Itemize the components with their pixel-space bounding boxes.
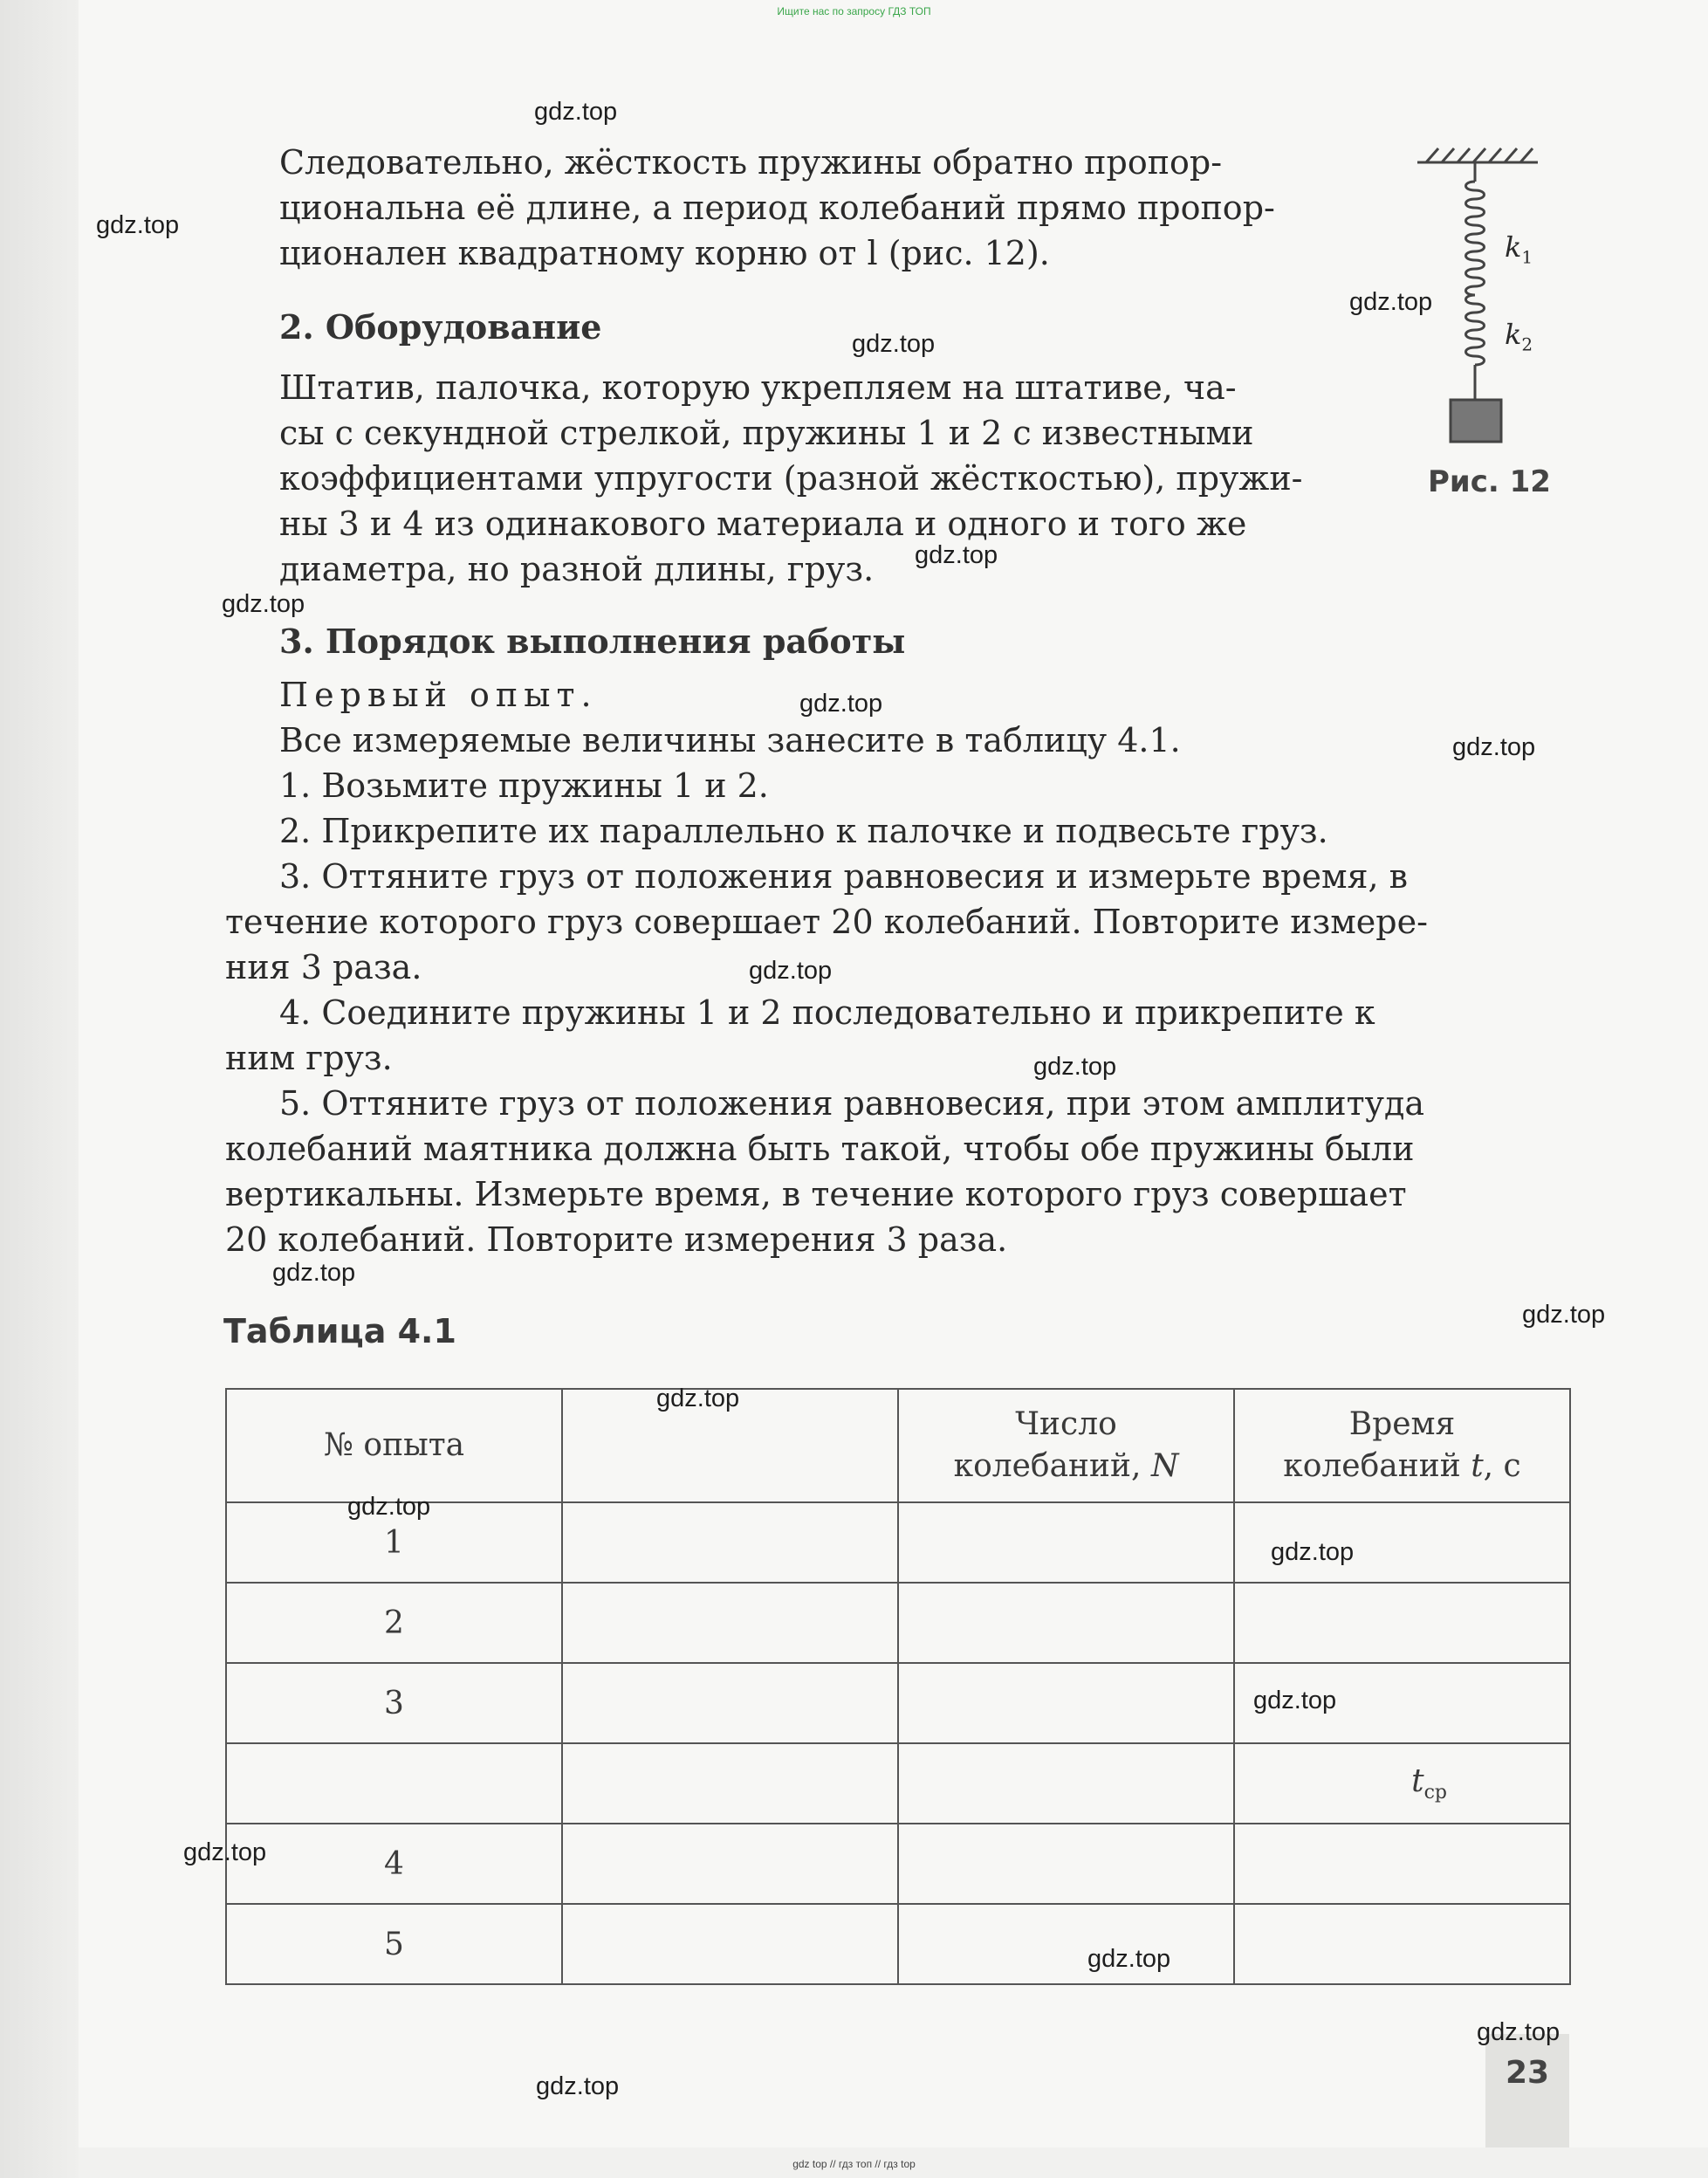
k1-label: $k_1$: [1505, 230, 1533, 268]
header-oscillation-count: Число колебаний, N: [898, 1389, 1234, 1502]
table-row: [226, 1583, 1570, 1663]
watermark: gdz.top: [1477, 2018, 1561, 2046]
first-experiment-label: Первый опыт.: [279, 676, 598, 714]
table-cell[interactable]: [1234, 1904, 1570, 1984]
watermark: gdz.top: [534, 98, 618, 126]
step-2: 2. Прикрепите их параллельно к палочке и подвесьте груз.: [279, 812, 1328, 850]
row-number: 4: [226, 1824, 562, 1904]
watermark: gdz.top: [1087, 1945, 1171, 1973]
table-cell[interactable]: [1234, 1824, 1570, 1904]
row-number: 2: [226, 1583, 562, 1663]
watermark: gdz.top: [799, 690, 883, 718]
watermark: gdz.top: [656, 1384, 740, 1412]
table-cell[interactable]: [1234, 1583, 1570, 1663]
intro-paragraph: [279, 140, 1366, 276]
step-1: 1. Возьмите пружины 1 и 2.: [279, 766, 769, 805]
spring-figure: [1407, 147, 1555, 513]
equipment-line-3: коэффициентами упругости (разной жёсткостью), пружи-: [279, 459, 1303, 498]
top-banner[interactable]: Ищите нас по запросу ГДЗ ТОП: [777, 5, 931, 17]
step-4: 4. Соедините пружины 1 и 2 последовательно и прикрепите к ним груз.: [225, 993, 1375, 1077]
page-gutter-shadow: [0, 0, 79, 2178]
header-experiment-number: № опыта: [226, 1389, 562, 1502]
equipment-line-4: ны 3 и 4 из одинакового материала и одного и того же: [279, 505, 1247, 543]
equipment-paragraph: [279, 365, 1366, 592]
table-cell[interactable]: [898, 1583, 1234, 1663]
table-cell[interactable]: [898, 1663, 1234, 1743]
table-title: Таблица 4.1: [223, 1312, 456, 1350]
watermark: gdz.top: [536, 2072, 620, 2100]
watermark: gdz.top: [1033, 1053, 1117, 1081]
table-row: [226, 1904, 1570, 1984]
section-3-heading: 3. Порядок выполнения работы: [279, 622, 906, 661]
watermark: gdz.top: [1452, 733, 1536, 761]
watermark: gdz.top: [1253, 1687, 1337, 1714]
step-5: 5. Оттяните груз от положения равновесия, при этом амплитуда колебаний маятника должна быть такой, чтобы обе пружины были вертикальны. Измерьте время, в течение которого груз совершает 20 колебаний. Повторите измерения 3 раза.: [225, 1084, 1425, 1259]
table-cell[interactable]: [562, 1743, 898, 1824]
watermark: gdz.top: [852, 330, 936, 358]
table-cell[interactable]: [898, 1824, 1234, 1904]
watermark: gdz.top: [183, 1838, 267, 1866]
watermark: gdz.top: [1271, 1538, 1355, 1566]
table-row-average: [226, 1743, 1570, 1824]
row-number: 3: [226, 1663, 562, 1743]
watermark: gdz.top: [272, 1259, 356, 1287]
data-table: [225, 1388, 1571, 1985]
page-number: 23: [1485, 2034, 1569, 2147]
figure-caption: Рис. 12: [1428, 464, 1551, 499]
table-cell[interactable]: [898, 1502, 1234, 1583]
watermark: gdz.top: [749, 957, 833, 985]
equipment-line-2: сы с секундной стрелкой, пружины 1 и 2 с известными: [279, 414, 1254, 452]
table-header-row: [226, 1389, 1570, 1502]
watermark: gdz.top: [1349, 288, 1433, 316]
table-cell[interactable]: [562, 1583, 898, 1663]
watermark: gdz.top: [96, 211, 180, 239]
k2-label: $k_2$: [1505, 318, 1533, 355]
weight-block: [1451, 400, 1501, 442]
table-cell[interactable]: [562, 1502, 898, 1583]
table-row: [226, 1824, 1570, 1904]
row-number: 5: [226, 1904, 562, 1984]
watermark: gdz.top: [222, 590, 305, 618]
instructions-intro: Все измеряемые величины занесите в таблицу 4.1.: [279, 721, 1181, 759]
watermark: gdz.top: [347, 1493, 431, 1521]
table-cell[interactable]: [898, 1904, 1234, 1984]
bottom-banner[interactable]: gdz top // гдз топ // гдз top: [792, 2158, 916, 2170]
watermark: gdz.top: [915, 541, 998, 569]
table-cell[interactable]: [898, 1743, 1234, 1824]
section-2-heading: 2. Оборудование: [279, 307, 602, 347]
table-row: [226, 1663, 1570, 1743]
table-cell[interactable]: [562, 1663, 898, 1743]
row-number: 1: [226, 1502, 562, 1583]
table-cell[interactable]: [562, 1824, 898, 1904]
intro-line-1: Следовательно, жёсткость пружины обратно пропор-: [279, 143, 1223, 182]
watermark: gdz.top: [1522, 1301, 1606, 1329]
intro-line-2: циональна её длине, а период колебаний прямо пропор-: [279, 189, 1275, 227]
equipment-line-1: Штатив, палочка, которую укрепляем на штативе, ча-: [279, 368, 1237, 407]
step-3: 3. Оттяните груз от положения равновесия и измерьте время, в течение которого груз совершает 20 колебаний. Повторите измере- ния 3 раза.: [225, 857, 1428, 986]
row-number: [226, 1743, 562, 1824]
equipment-line-5: диаметра, но разной длины, груз.: [279, 550, 875, 588]
average-time-label: $t_{ср}$: [1234, 1743, 1570, 1824]
intro-line-3: ционален квадратному корню от l (рис. 12).: [279, 234, 1050, 272]
table-cell[interactable]: [562, 1904, 898, 1984]
header-oscillation-time: Время колебаний t, с: [1234, 1389, 1570, 1502]
